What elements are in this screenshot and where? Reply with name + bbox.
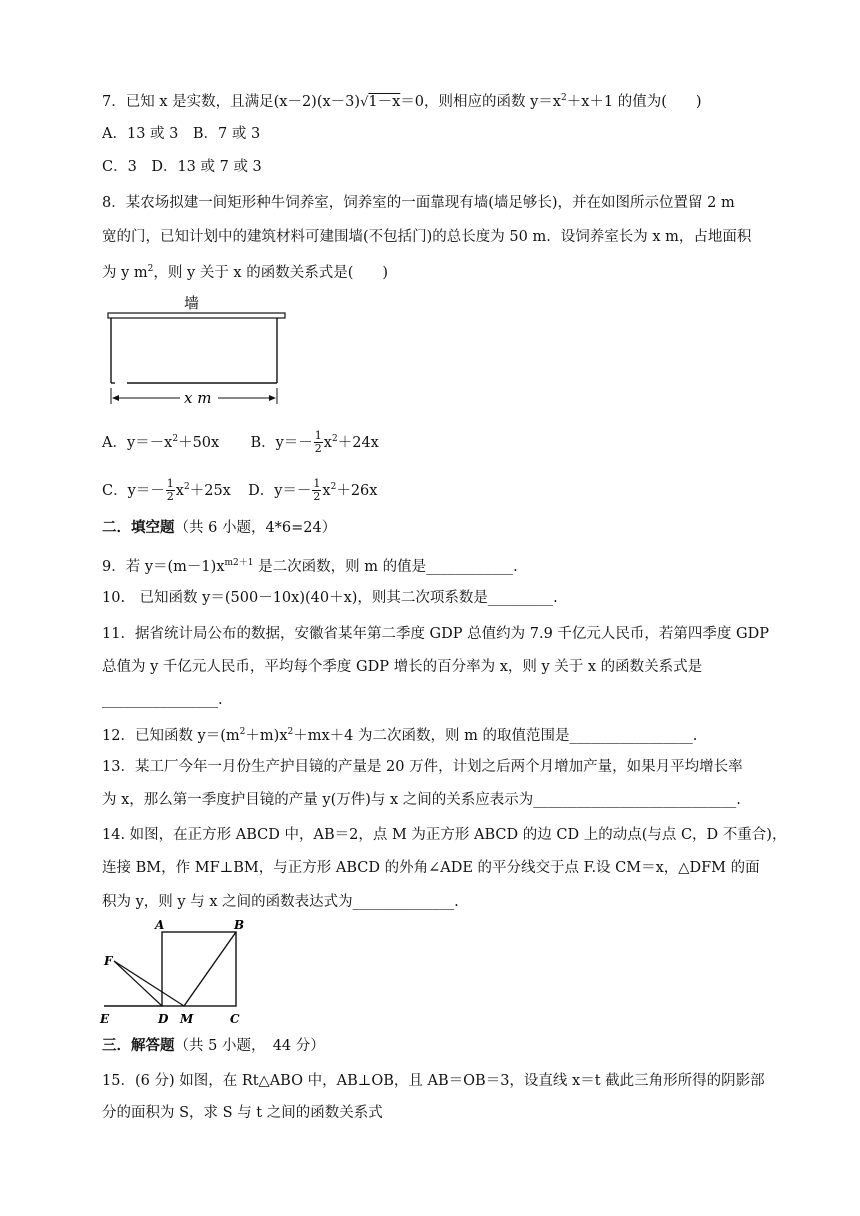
q14-line2: 连接 BM，作 MF⊥BM，与正方形 ABCD 的外角∠ADE 的平分线交于点 F.设 CM＝x，△DFM 的面 bbox=[102, 860, 760, 876]
exp: 2 bbox=[330, 482, 337, 492]
frac-den: 2 bbox=[166, 490, 174, 504]
section-3-heading bbox=[102, 1036, 325, 1056]
q13-line2: 为 x，那么第一季度护目镜的产量 y(万件)与 x 之间的关系应表示为____________________________. bbox=[102, 792, 741, 808]
pen-diagram bbox=[100, 292, 300, 412]
label-d: D bbox=[158, 1012, 169, 1025]
q8-option-d-2: x bbox=[322, 482, 331, 499]
label-c: C bbox=[230, 1012, 240, 1025]
q8-line2: 宽的门，已知计划中的建筑材料可建围墙(不包括门)的总长度为 50 m．设饲养室长为 x m，占地面积 bbox=[102, 229, 752, 245]
q11-line2: 总值为 y 千亿元人民币，平均每个季度 GDP 增长的百分率为 x，则 y 关于 x 的函数关系式是 bbox=[102, 659, 703, 675]
q14-line1: 14. 如图，在正方形 ABCD 中，AB＝2，点 M 为正方形 ABCD 的边 CD 上的动点(与点 C，D 不重合)， bbox=[102, 827, 787, 843]
q11-line1: 11．据省统计局公布的数据，安徽省某年第二季度 GDP 总值约为 7.9 千亿元人民币，若第四季度 GDP bbox=[102, 626, 769, 642]
dim-arrow-left bbox=[112, 395, 119, 401]
q8-option-a-2: ＋50x bbox=[178, 434, 220, 451]
q8-line3-text: 为 y m bbox=[102, 264, 148, 281]
q8-options-CD bbox=[102, 477, 377, 503]
q8-line3-text2: ，则 y 关于 x 的函数关系式是( ) bbox=[153, 264, 389, 281]
q12-text-3: ＋mx＋4 为二次函数，则 m 的取值范围是_________________. bbox=[293, 727, 698, 744]
exp: 2 bbox=[172, 434, 179, 444]
label-m: M bbox=[180, 1012, 194, 1025]
frac-den: 2 bbox=[313, 490, 321, 504]
q7-options-line1: A．13 或 3 B．7 或 3 bbox=[102, 126, 261, 142]
section-3-title: 三．解答题 bbox=[102, 1037, 175, 1054]
q8-option-b-3: ＋24x bbox=[337, 434, 379, 451]
label-e: E bbox=[100, 1012, 110, 1025]
q13-line1: 13．某工厂今年一月份生产护目镜的产量是 20 万件，计划之后两个月增加产量，如果月平均增长率 bbox=[102, 759, 743, 775]
q9-text: 9．若 y＝(m－1)x bbox=[102, 558, 225, 575]
question-9 bbox=[102, 553, 518, 577]
sqrt-symbol: √ bbox=[360, 94, 369, 110]
label-f: F bbox=[104, 954, 113, 968]
segment-fm bbox=[114, 961, 184, 1006]
frac-den: 2 bbox=[314, 442, 322, 456]
section-3-note: （共 5 小题， 44 分） bbox=[174, 1038, 325, 1054]
q8-exponent: 2 bbox=[147, 264, 154, 274]
section-2-note: （共 6 小题，4*6=24） bbox=[174, 520, 337, 536]
exp: 2 bbox=[331, 434, 338, 444]
q11-line3: ________________. bbox=[102, 692, 223, 708]
q8-option-c-3: ＋25x bbox=[189, 482, 231, 499]
q7-text: 7．已知 x 是实数，且满足(x－2)(x－3) bbox=[102, 93, 361, 110]
q9-exponent: m2＋1 bbox=[224, 558, 254, 568]
q7-text-2: ＝0，则相应的函数 y＝x bbox=[400, 93, 561, 110]
exp: 2 bbox=[287, 727, 294, 737]
q12-text: 12．已知函数 y＝(m bbox=[102, 727, 240, 744]
section-2-heading bbox=[102, 518, 336, 538]
dim-arrow-right bbox=[269, 395, 276, 401]
q12-text-2: ＋m)x bbox=[245, 727, 288, 744]
q15-line2: 分的面积为 S，求 S 与 t 之间的函数关系式 bbox=[102, 1105, 383, 1121]
question-12 bbox=[102, 722, 697, 746]
q8-option-b: B．y＝－ bbox=[250, 434, 313, 451]
q8-option-a: A．y＝－x bbox=[102, 434, 173, 451]
q7-radicand: 1－x bbox=[368, 93, 401, 110]
q7-options-line2: C．3 D．13 或 7 或 3 bbox=[102, 159, 262, 175]
q7-text-3: ＋x＋1 的值为( ) bbox=[566, 93, 702, 110]
q8-line3 bbox=[102, 259, 388, 283]
q8-option-c: C．y＝－ bbox=[102, 482, 165, 499]
q14-line3: 积为 y，则 y 与 x 之间的函数表达式为______________. bbox=[102, 894, 459, 910]
exp: 2 bbox=[239, 727, 246, 737]
frac-num: 1 bbox=[313, 477, 321, 491]
label-b: B bbox=[234, 918, 245, 932]
q8-option-d-3: ＋26x bbox=[336, 482, 378, 499]
frac-num: 1 bbox=[166, 477, 174, 491]
frac-num: 1 bbox=[314, 429, 322, 443]
exp: 2 bbox=[183, 482, 190, 492]
fraction bbox=[312, 478, 321, 503]
square-abcd bbox=[162, 932, 236, 1006]
length-label: x m bbox=[184, 389, 212, 407]
q8-option-d: D．y＝－ bbox=[248, 482, 312, 499]
square-diagram bbox=[96, 915, 246, 1025]
wall bbox=[108, 313, 285, 318]
section-2-title: 二．填空题 bbox=[102, 519, 175, 536]
segment-bm bbox=[184, 932, 236, 1006]
wall-label: 墙 bbox=[184, 294, 200, 312]
label-a: A bbox=[155, 918, 165, 932]
fraction bbox=[314, 430, 323, 455]
question-7 bbox=[102, 88, 702, 113]
q8-option-c-2: x bbox=[175, 482, 184, 499]
question-10: 10. 已知函数 y＝(500－10x)(40＋x)，则其二次项系数是_________. bbox=[102, 590, 558, 606]
segment-df bbox=[114, 961, 162, 1006]
q8-line1: 8．某农场拟建一间矩形种牛饲养室，饲养室的一面靠现有墙(墙足够长)，并在如图所示位置留 2 m bbox=[102, 195, 735, 211]
q7-exponent: 2 bbox=[560, 93, 567, 103]
q8-option-b-2: x bbox=[323, 434, 332, 451]
q15-line1: 15．(6 分) 如图，在 Rt△ABO 中，AB⊥OB，且 AB＝OB＝3，设直线 x＝t 截此三角形所得的阴影部 bbox=[102, 1073, 765, 1089]
fraction bbox=[166, 478, 175, 503]
q8-options-AB bbox=[102, 429, 379, 455]
q9-text-2: 是二次函数，则 m 的值是____________. bbox=[253, 558, 518, 575]
